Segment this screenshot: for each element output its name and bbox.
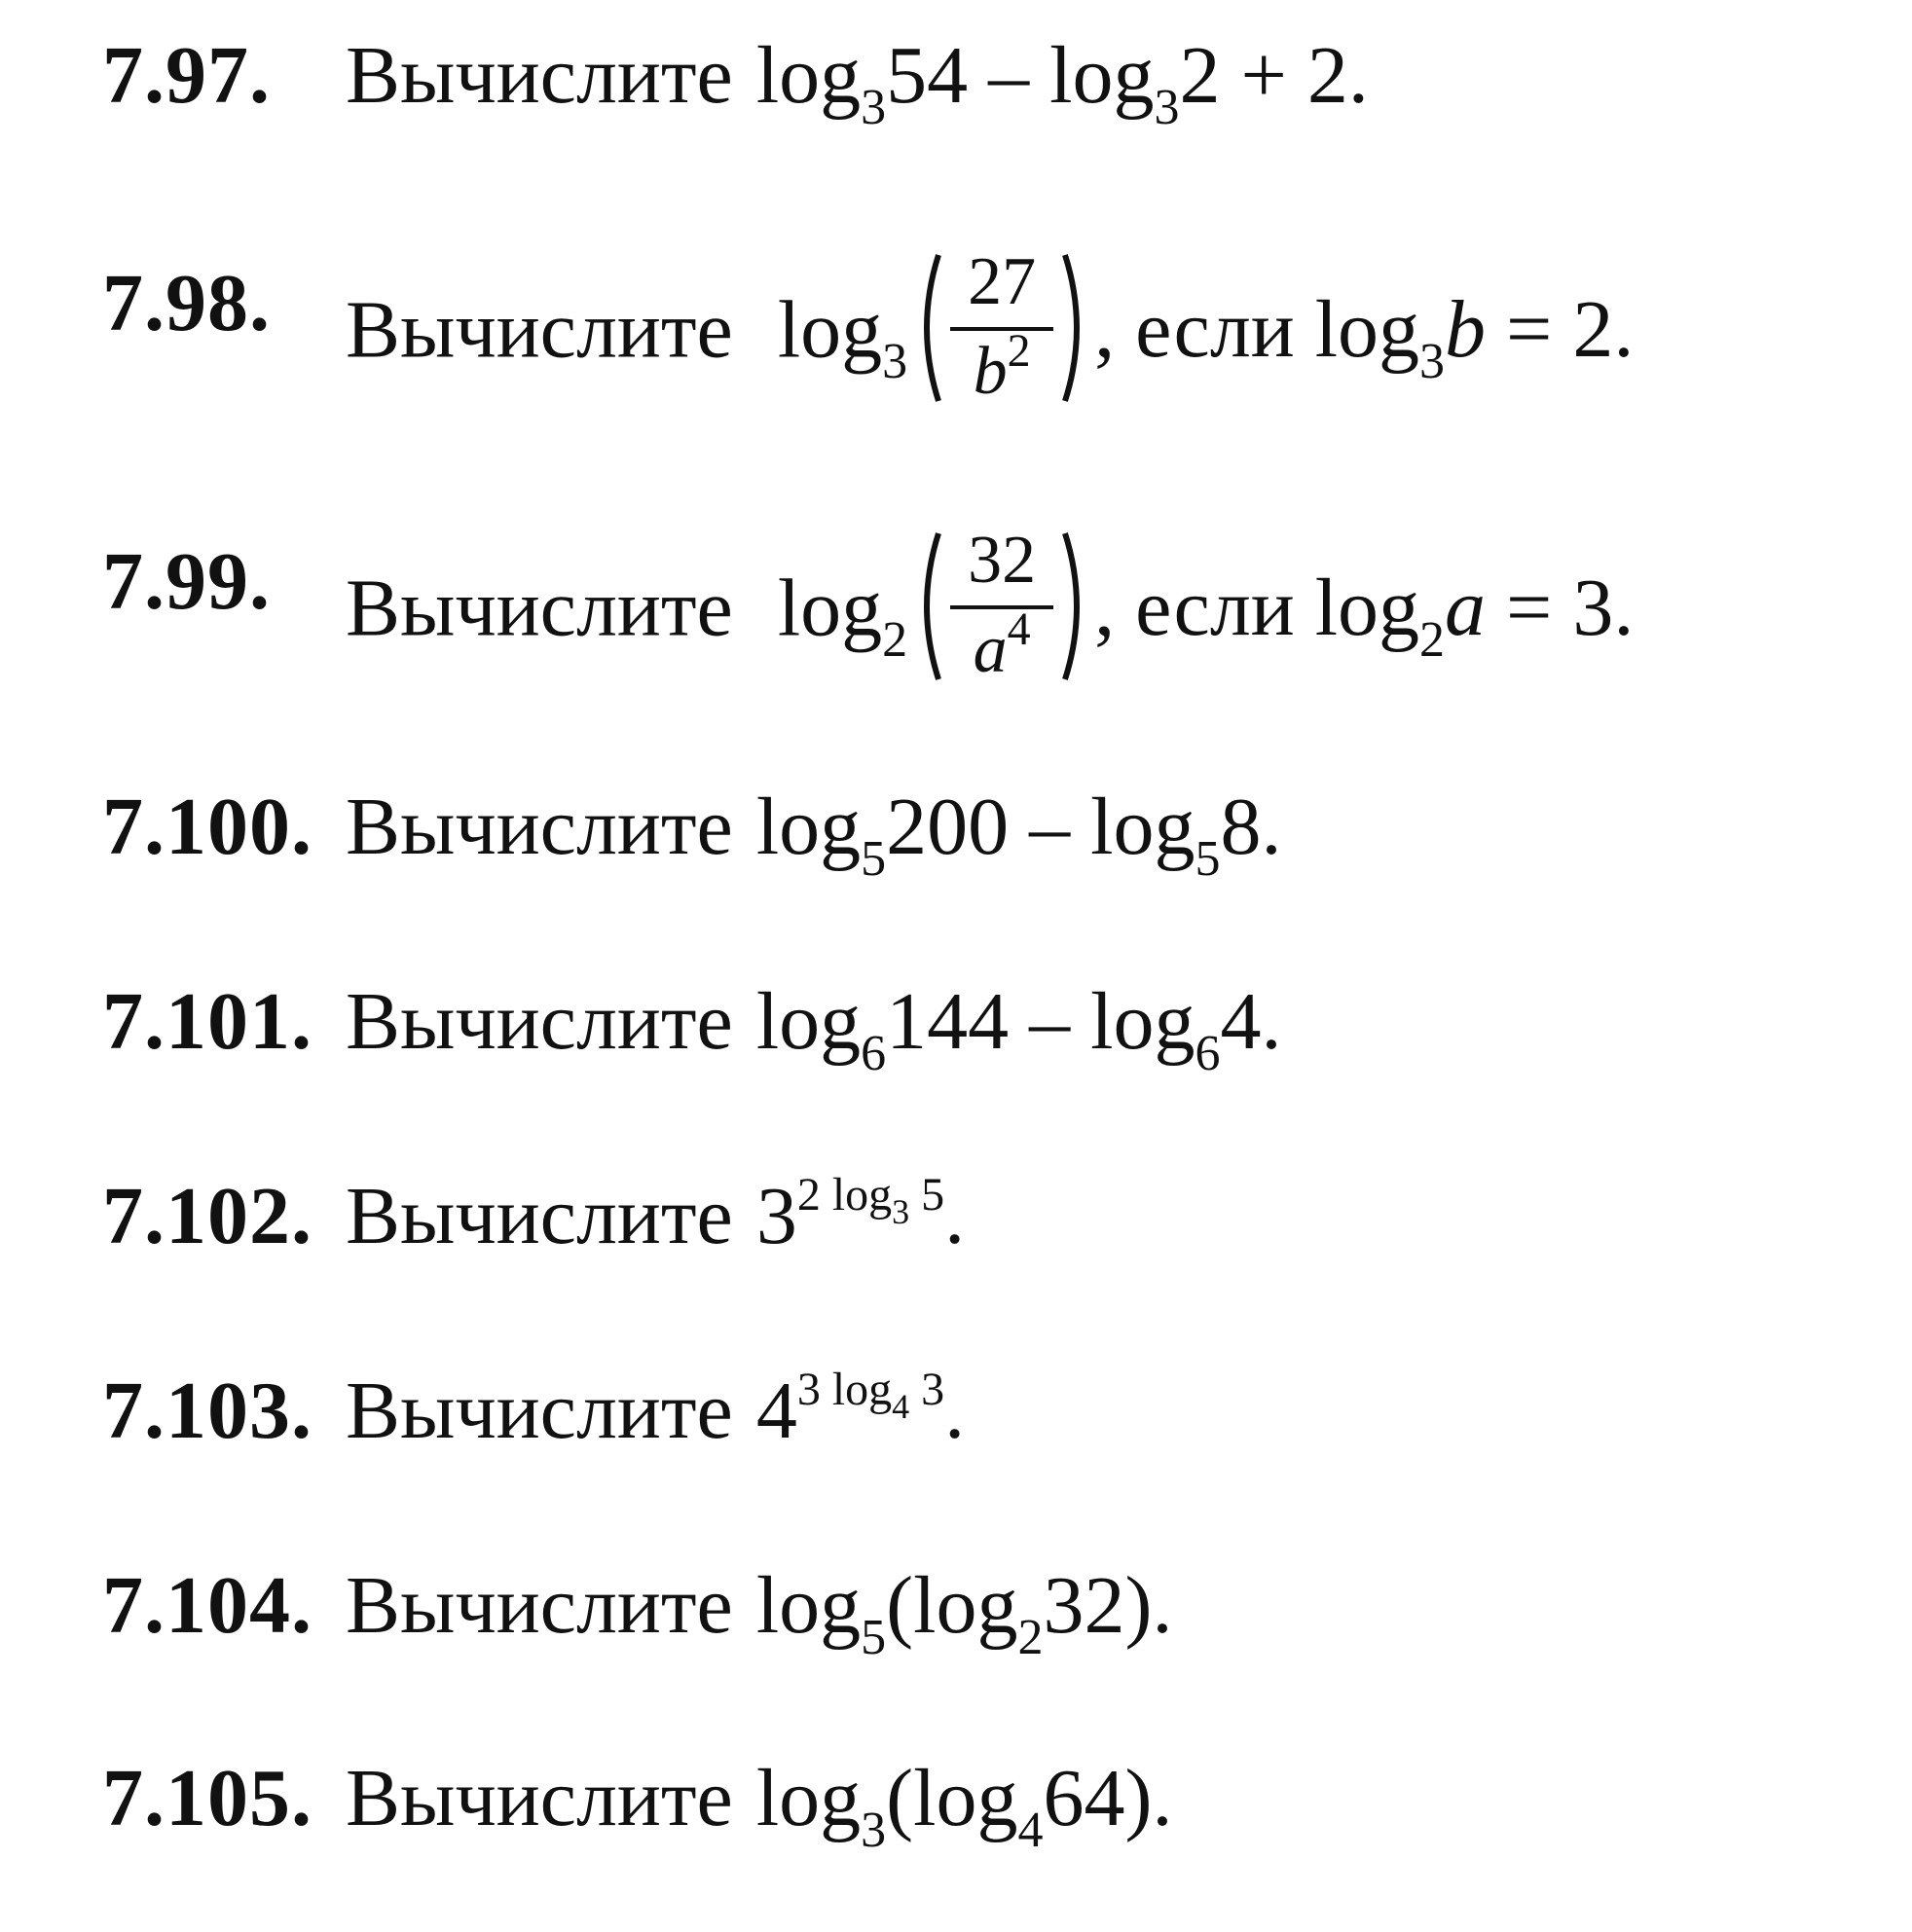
problem-verb: Вычислите: [346, 563, 733, 654]
math-expression: $\log_2$ 32 $a^4$ , если $\log_2a = 3$.: [778, 524, 1635, 709]
problem-statement: [346, 1548, 1172, 1664]
exponent: 2 log3 5: [796, 1169, 945, 1231]
fraction-numerator: 27: [968, 244, 1037, 319]
problem-number: 7.100.: [102, 782, 313, 872]
problem-verb: Вычислите: [346, 1560, 733, 1651]
problem-statement: [346, 1740, 1172, 1857]
problem-number: 7.105.: [102, 1753, 313, 1843]
math-expression: $\log_5(\log_232)$.: [755, 1560, 1173, 1665]
problem-statement: [346, 1353, 965, 1470]
condition: , если $\log_2a = 3$.: [1094, 563, 1635, 669]
math-expression: $\log_3(\log_464)$.: [755, 1753, 1173, 1858]
problem-number: 7.97.: [102, 30, 271, 121]
math-expression: $4^{3 log_4 3}$.: [755, 1364, 966, 1456]
problem-number: 7.104.: [102, 1560, 313, 1651]
problem-verb: Вычислите: [346, 1366, 733, 1456]
math-expression: $\log_3$ 27 $b^2$ , если $\log_3b = 2$.: [778, 245, 1635, 430]
problem-statement: [346, 244, 1635, 409]
condition: , если $\log_3b = 2$.: [1094, 284, 1635, 390]
problem-verb: Вычислите: [346, 284, 733, 376]
problem-verb: Вычислите: [346, 1753, 733, 1843]
math-expression: $3^{2 log_3 5}$.: [755, 1169, 966, 1261]
math-expression: $\log_354 - \log_32 + 2$.: [755, 30, 1369, 135]
problem-number: 7.98.: [102, 258, 271, 348]
math-expression: $\log_6144 - \log_64$.: [755, 976, 1282, 1081]
problem-verb: Вычислите: [346, 1171, 733, 1261]
problem-statement: [346, 964, 1282, 1080]
problem-number: 7.102.: [102, 1171, 313, 1261]
problem-statement: [346, 523, 1635, 687]
fraction-denominator: $a^4$: [973, 603, 1031, 687]
problem-number: 7.101.: [102, 976, 313, 1067]
exponent: 3 log4 3: [796, 1364, 945, 1426]
fraction-denominator: $b^2$: [973, 325, 1031, 409]
math-expression: $\log_5200 - \log_58$.: [755, 782, 1282, 887]
problem-statement: [346, 18, 1369, 134]
problem-statement: [346, 769, 1282, 886]
problem-verb: Вычислите: [346, 782, 733, 872]
fraction-numerator: 32: [968, 523, 1037, 598]
problem-verb: Вычислите: [346, 30, 733, 121]
problem-number: 7.99.: [102, 536, 271, 627]
problem-statement: [346, 1158, 965, 1275]
fraction-in-parentheses: [909, 236, 1094, 420]
problem-verb: Вычислите: [346, 976, 733, 1067]
fraction-in-parentheses: [909, 514, 1094, 699]
problem-number: 7.103.: [102, 1366, 313, 1456]
